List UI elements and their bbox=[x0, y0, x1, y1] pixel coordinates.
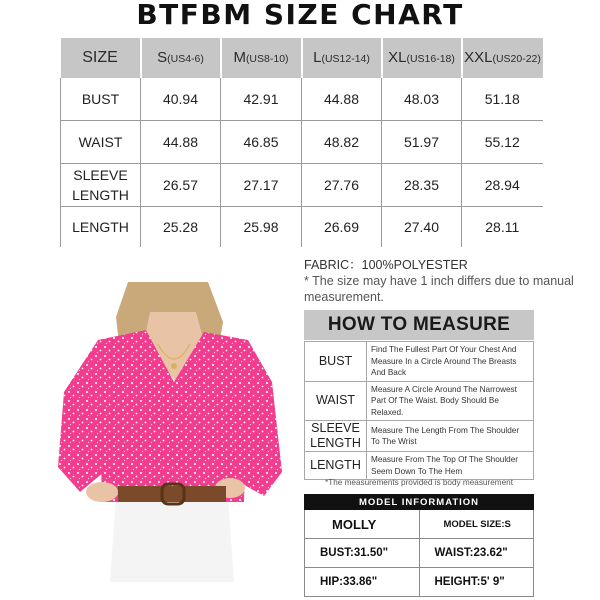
fabric-composition: FABRIC：100%POLYESTER bbox=[304, 258, 468, 272]
table-cell: 51.18 bbox=[462, 78, 543, 120]
size-header-xxl bbox=[462, 38, 543, 78]
table-cell: 48.82 bbox=[302, 120, 382, 163]
size-name: M bbox=[233, 49, 246, 66]
measure-desc-sleeve-length: Measure The Length From The Shoulder To The Wrist bbox=[367, 421, 534, 452]
size-header-xl bbox=[382, 38, 462, 78]
table-row bbox=[305, 510, 534, 539]
table-cell: 48.03 bbox=[382, 78, 462, 120]
table-row bbox=[305, 568, 534, 597]
row-label-line: LENGTH bbox=[72, 186, 129, 203]
size-header-row bbox=[61, 38, 543, 78]
size-chart-table bbox=[60, 38, 543, 247]
table-cell: 44.88 bbox=[141, 120, 221, 163]
row-label-line: SLEEVE bbox=[73, 166, 128, 183]
model-name: MOLLY bbox=[305, 510, 420, 539]
table-cell: 25.28 bbox=[141, 206, 221, 247]
measure-label-line: LENGTH bbox=[310, 436, 361, 450]
size-header-l bbox=[302, 38, 382, 78]
row-label-bust: BUST bbox=[61, 78, 141, 120]
how-to-measure-table bbox=[304, 341, 534, 480]
size-us: (US12-14) bbox=[321, 53, 370, 65]
blouse-illustration bbox=[58, 282, 284, 582]
table-cell: 27.17 bbox=[221, 163, 302, 206]
size-us: (US16-18) bbox=[406, 53, 455, 65]
table-cell: 28.94 bbox=[462, 163, 543, 206]
table-row bbox=[305, 342, 534, 382]
measure-label-waist: WAIST bbox=[305, 381, 367, 421]
size-name: L bbox=[313, 49, 322, 66]
model-hip: HIP:33.86" bbox=[305, 568, 420, 597]
size-us: (US4-6) bbox=[167, 53, 204, 65]
table-cell: 27.76 bbox=[302, 163, 382, 206]
size-header-m bbox=[221, 38, 302, 78]
size-name: S bbox=[157, 49, 168, 66]
table-cell: 28.35 bbox=[382, 163, 462, 206]
table-row bbox=[61, 120, 543, 163]
model-size: MODEL SIZE:S bbox=[419, 510, 534, 539]
table-cell: 26.57 bbox=[141, 163, 221, 206]
measure-desc-bust: Find The Fullest Part Of Your Chest And Measure In a Circle Around The Breasts And Back bbox=[367, 342, 534, 382]
table-row bbox=[305, 539, 534, 568]
measurement-note: *The measurements provided is body measurement bbox=[325, 478, 513, 487]
table-cell: 42.91 bbox=[221, 78, 302, 120]
size-chart-title: BTFBM SIZE CHART bbox=[136, 0, 464, 31]
model-info-title: MODEL INFORMATION bbox=[305, 495, 534, 510]
table-cell: 27.40 bbox=[382, 206, 462, 247]
measure-label-length: LENGTH bbox=[305, 452, 367, 480]
table-row bbox=[61, 78, 543, 120]
fabric-info bbox=[304, 257, 594, 305]
table-row bbox=[305, 452, 534, 480]
measure-label-bust: BUST bbox=[305, 342, 367, 382]
size-header-label: SIZE bbox=[61, 38, 141, 78]
model-waist: WAIST:23.62" bbox=[419, 539, 534, 568]
table-cell: 46.85 bbox=[221, 120, 302, 163]
model-bust: BUST:31.50" bbox=[305, 539, 420, 568]
measure-label-line: SLEEVE bbox=[311, 421, 360, 435]
row-label-waist: WAIST bbox=[61, 120, 141, 163]
how-to-measure-title: HOW TO MEASURE bbox=[304, 310, 534, 340]
size-difference-note: * The size may have 1 inch differs due to manual measurement. bbox=[304, 274, 574, 304]
size-us: (US20-22) bbox=[492, 53, 541, 65]
table-cell: 26.69 bbox=[302, 206, 382, 247]
table-cell: 55.12 bbox=[462, 120, 543, 163]
table-cell: 25.98 bbox=[221, 206, 302, 247]
table-cell: 28.11 bbox=[462, 206, 543, 247]
table-row bbox=[305, 381, 534, 421]
table-cell: 40.94 bbox=[141, 78, 221, 120]
size-us: (US8-10) bbox=[245, 53, 289, 65]
size-header-s bbox=[141, 38, 221, 78]
table-row bbox=[61, 206, 543, 247]
measure-desc-waist: Measure A Circle Around The Narrowest Part Of The Waist. Body Should Be Relaxed. bbox=[367, 381, 534, 421]
model-photo bbox=[58, 282, 284, 582]
table-row bbox=[61, 163, 543, 206]
row-label-length: LENGTH bbox=[61, 206, 141, 247]
table-cell: 44.88 bbox=[302, 78, 382, 120]
table-row bbox=[305, 421, 534, 452]
row-label-sleeve-length bbox=[61, 163, 141, 206]
measure-desc-length: Measure From The Top Of The Shoulder Seem Down To The Hem bbox=[367, 452, 534, 480]
size-name: XXL bbox=[464, 49, 493, 66]
model-height: HEIGHT:5' 9" bbox=[419, 568, 534, 597]
measure-label-sleeve-length bbox=[305, 421, 367, 452]
table-cell: 51.97 bbox=[382, 120, 462, 163]
size-name: XL bbox=[388, 49, 407, 66]
model-info-header bbox=[305, 495, 534, 510]
model-information-table bbox=[304, 494, 534, 597]
